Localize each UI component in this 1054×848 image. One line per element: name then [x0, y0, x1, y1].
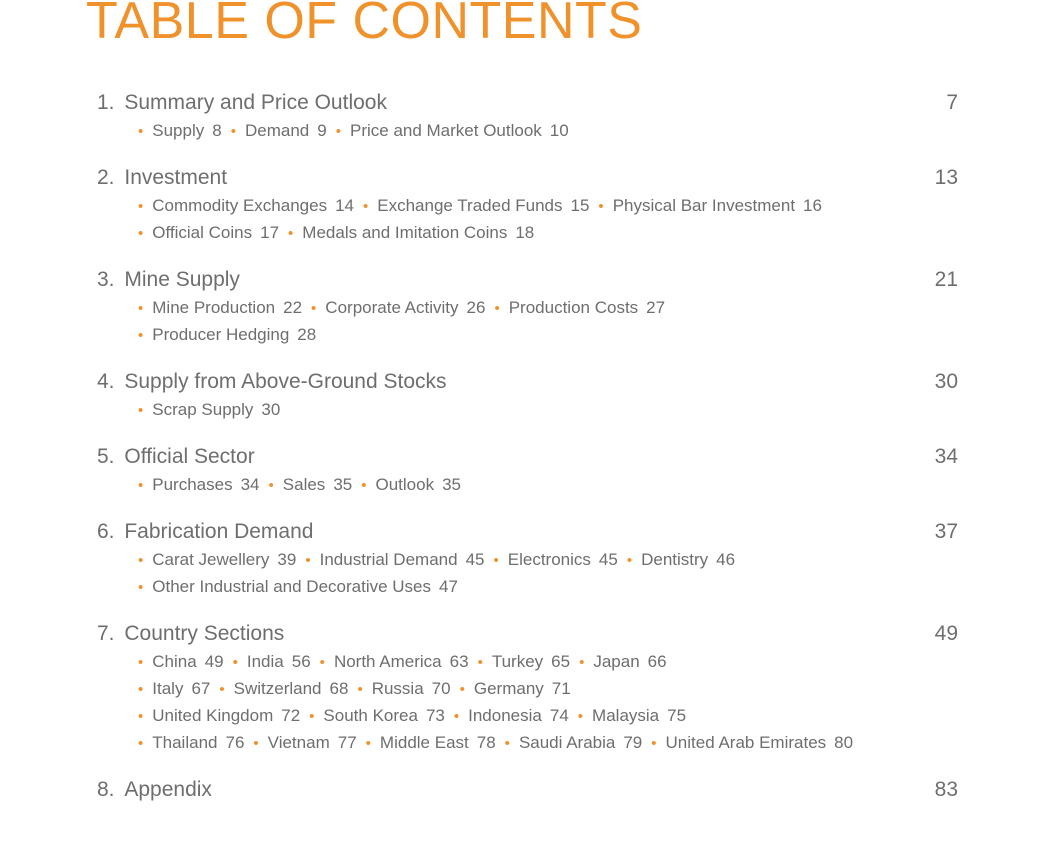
subsection-page-number: 73 [425, 706, 445, 725]
subsection-item[interactable] [506, 733, 653, 752]
subsection-item[interactable] [580, 652, 677, 671]
subsection-line [97, 192, 958, 219]
subsection-page-number: 80 [834, 733, 854, 752]
bullet-icon: • [138, 708, 144, 725]
subsection-label: Medals and Imitation Coins [302, 223, 508, 242]
subsection-line [97, 471, 958, 498]
section-heading[interactable] [97, 164, 958, 192]
subsection-item[interactable] [289, 223, 544, 242]
section-heading-text [97, 266, 240, 294]
bullet-icon: • [363, 198, 369, 215]
subsection-item[interactable] [310, 706, 455, 725]
bullet-icon: • [138, 579, 144, 596]
section-page-number: 37 [934, 520, 958, 543]
subsection-item[interactable] [479, 652, 581, 671]
subsection-page-number: 49 [204, 652, 224, 671]
subsection-line [97, 294, 958, 321]
bullet-icon: • [477, 654, 483, 671]
bullet-icon: • [361, 477, 367, 494]
section-heading-text [97, 518, 313, 546]
subsection-label: Middle East [379, 733, 469, 752]
subsection-label: Thailand [152, 733, 218, 752]
subsection-item[interactable] [139, 400, 290, 419]
section-number: 4. [97, 370, 115, 393]
subsection-label: Switzerland [233, 679, 322, 698]
toc-section [97, 89, 958, 144]
section-heading[interactable] [97, 89, 958, 117]
subsection-item[interactable] [139, 325, 326, 344]
subsection-page-number: 10 [549, 121, 569, 140]
bullet-icon: • [309, 708, 315, 725]
subsection-label: Industrial Demand [319, 550, 458, 569]
bullet-icon: • [365, 735, 371, 752]
subsection-line [97, 648, 958, 675]
subsection-label: Outlook [375, 475, 435, 494]
toc-section [97, 164, 958, 246]
subsection-item[interactable] [232, 121, 337, 140]
subsection-page-number: 72 [281, 706, 301, 725]
section-page-number: 13 [934, 166, 958, 189]
subsection-label: Sales [282, 475, 326, 494]
subsection-page-number: 74 [549, 706, 569, 725]
section-title: Mine Supply [124, 268, 240, 291]
subsection-label: Physical Bar Investment [612, 196, 796, 215]
subsection-line [97, 729, 958, 756]
section-heading-text [97, 776, 212, 804]
section-page-number: 34 [934, 445, 958, 468]
section-title: Summary and Price Outlook [124, 91, 387, 114]
subsection-item[interactable] [362, 475, 471, 494]
subsection-page-number: 9 [317, 121, 327, 140]
subsection-page-number: 68 [329, 679, 349, 698]
subsection-page-number: 78 [476, 733, 496, 752]
subsection-line [97, 675, 958, 702]
subsection-item[interactable] [270, 475, 363, 494]
subsection-label: Vietnam [267, 733, 330, 752]
subsection-label: Producer Hedging [152, 325, 290, 344]
subsection-page-number: 45 [465, 550, 485, 569]
subsection-page-number: 47 [439, 577, 458, 596]
bullet-icon: • [579, 654, 585, 671]
bullet-icon: • [319, 654, 325, 671]
subsection-page-number: 34 [240, 475, 260, 494]
bullet-icon: • [598, 198, 604, 215]
subsection-label: Other Industrial and Decorative Uses [152, 577, 432, 596]
subsection-page-number: 8 [212, 121, 222, 140]
subsection-item[interactable] [306, 550, 494, 569]
subsection-item[interactable] [254, 733, 366, 752]
toc-section [97, 368, 958, 423]
bullet-icon: • [577, 708, 584, 725]
section-number: 2. [97, 166, 115, 189]
subsection-page-number: 30 [261, 400, 281, 419]
subsection-line [97, 702, 958, 729]
subsection-label: Turkey [491, 652, 544, 671]
subsection-item[interactable] [234, 652, 321, 671]
subsection-label: Malaysia [592, 706, 660, 725]
section-title: Fabrication Demand [124, 520, 314, 543]
subsection-label: China [152, 652, 197, 671]
bullet-icon: • [232, 654, 238, 671]
subsection-item[interactable] [358, 679, 460, 698]
toc-section [97, 266, 958, 348]
section-title: Country Sections [124, 622, 285, 645]
subsection-item[interactable] [652, 733, 863, 752]
subsection-item[interactable] [139, 298, 312, 317]
subsection-item[interactable] [579, 706, 696, 725]
bullet-icon: • [138, 198, 144, 215]
bullet-icon: • [453, 708, 460, 725]
subsection-item[interactable] [139, 679, 220, 698]
subsection-page-number: 35 [333, 475, 353, 494]
toc-section [97, 443, 958, 498]
bullet-icon: • [288, 225, 294, 242]
section-page-number: 49 [934, 622, 958, 645]
subsection-page-number: 65 [551, 652, 571, 671]
bullet-icon: • [459, 681, 465, 698]
bullet-icon: • [311, 300, 317, 317]
section-heading-text [97, 164, 227, 192]
subsection-item[interactable] [455, 706, 579, 725]
subsection-label: Italy [152, 679, 184, 698]
subsection-page-number: 17 [260, 223, 280, 242]
subsection-page-number: 45 [598, 550, 618, 569]
subsection-item[interactable] [220, 679, 358, 698]
subsection-label: Electronics [507, 550, 591, 569]
section-number: 5. [97, 445, 115, 468]
subsection-label: Price and Market Outlook [349, 121, 542, 140]
subsection-page-number: 46 [716, 550, 736, 569]
bullet-icon: • [138, 327, 144, 344]
subsection-label: Indonesia [468, 706, 542, 725]
bullet-icon: • [138, 123, 144, 140]
subsection-line [97, 546, 958, 573]
section-title: Appendix [124, 778, 212, 801]
subsection-line [97, 321, 958, 348]
toc-section [97, 518, 958, 600]
bullet-icon: • [138, 225, 144, 242]
subsection-line [97, 219, 958, 246]
bullet-icon: • [138, 735, 144, 752]
subsection-item[interactable] [139, 121, 232, 140]
subsection-label: Mine Production [152, 298, 276, 317]
bullet-icon: • [357, 681, 363, 698]
section-page-number: 7 [946, 91, 958, 114]
subsection-page-number: 79 [623, 733, 643, 752]
subsection-label: South Korea [323, 706, 418, 725]
subsection-page-number: 28 [297, 325, 317, 344]
section-title: Official Sector [124, 445, 255, 468]
subsection-label: Supply [152, 121, 205, 140]
subsection-label: United Kingdom [152, 706, 274, 725]
section-title: Investment [124, 166, 228, 189]
bullet-icon: • [651, 735, 657, 752]
section-heading-text [97, 620, 284, 648]
subsection-label: North America [333, 652, 442, 671]
subsection-label: United Arab Emirates [665, 733, 827, 752]
bullet-icon: • [335, 123, 341, 140]
bullet-icon: • [626, 552, 633, 569]
page-title: TABLE OF CONTENTS [86, 0, 643, 50]
section-heading-text [97, 443, 255, 471]
subsection-item[interactable] [364, 196, 599, 215]
bullet-icon: • [268, 477, 274, 494]
subsection-item[interactable] [139, 706, 310, 725]
section-number: 3. [97, 268, 115, 291]
table-of-contents [97, 89, 958, 804]
subsection-page-number: 77 [337, 733, 357, 752]
subsection-label: Dentistry [641, 550, 709, 569]
bullet-icon: • [138, 654, 144, 671]
bullet-icon: • [138, 681, 144, 698]
section-number: 8. [97, 778, 115, 801]
section-number: 7. [97, 622, 115, 645]
subsection-label: Production Costs [508, 298, 639, 317]
section-heading[interactable] [97, 368, 958, 396]
subsection-page-number: 35 [442, 475, 462, 494]
subsection-label: Germany [473, 679, 544, 698]
section-heading[interactable] [97, 518, 958, 546]
subsection-page-number: 39 [277, 550, 297, 569]
subsection-page-number: 71 [551, 679, 571, 698]
subsection-page-number: 70 [431, 679, 451, 698]
section-number: 1. [97, 91, 115, 114]
subsection-label: Carat Jewellery [152, 550, 270, 569]
subsection-page-number: 75 [667, 706, 687, 725]
bullet-icon: • [138, 477, 144, 494]
subsection-label: Saudi Arabia [518, 733, 616, 752]
subsection-page-number: 67 [191, 679, 211, 698]
subsection-label: Exchange Traded Funds [377, 196, 563, 215]
toc-section [97, 776, 958, 804]
subsection-line [97, 573, 958, 600]
subsection-item[interactable] [628, 550, 745, 569]
bullet-icon: • [253, 735, 259, 752]
subsection-label: Japan [593, 652, 640, 671]
section-heading[interactable] [97, 266, 958, 294]
subsection-label: India [246, 652, 284, 671]
subsection-label: Corporate Activity [325, 298, 459, 317]
subsection-item[interactable] [139, 550, 306, 569]
section-page-number: 21 [934, 268, 958, 291]
subsection-label: Scrap Supply [152, 400, 254, 419]
subsection-item[interactable] [139, 196, 364, 215]
bullet-icon: • [493, 552, 499, 569]
subsection-page-number: 22 [283, 298, 303, 317]
subsection-line [97, 396, 958, 423]
section-page-number: 83 [934, 778, 958, 801]
subsection-page-number: 14 [335, 196, 354, 215]
section-heading[interactable] [97, 443, 958, 471]
subsection-item[interactable] [139, 223, 289, 242]
bullet-icon: • [305, 552, 311, 569]
subsection-item[interactable] [321, 652, 479, 671]
section-heading-text [97, 368, 447, 396]
subsection-page-number: 76 [225, 733, 245, 752]
subsection-page-number: 56 [291, 652, 311, 671]
bullet-icon: • [138, 402, 144, 419]
toc-section [97, 620, 958, 756]
subsection-item[interactable] [337, 121, 579, 140]
subsection-label: Purchases [152, 475, 233, 494]
section-heading-text [97, 89, 387, 117]
section-number: 6. [97, 520, 115, 543]
subsection-label: Russia [371, 679, 424, 698]
subsection-label: Commodity Exchanges [152, 196, 328, 215]
subsection-page-number: 16 [803, 196, 822, 215]
subsection-item[interactable] [367, 733, 506, 752]
subsection-item[interactable] [599, 196, 832, 215]
subsection-label: Demand [244, 121, 310, 140]
subsection-item[interactable] [495, 550, 628, 569]
section-heading[interactable] [97, 620, 958, 648]
subsection-label: Official Coins [152, 223, 253, 242]
subsection-page-number: 27 [646, 298, 666, 317]
subsection-item[interactable] [495, 298, 675, 317]
bullet-icon: • [138, 300, 144, 317]
bullet-icon: • [138, 552, 144, 569]
subsection-page-number: 15 [570, 196, 590, 215]
section-heading[interactable] [97, 776, 958, 804]
bullet-icon: • [504, 735, 510, 752]
bullet-icon: • [494, 300, 500, 317]
bullet-icon: • [230, 123, 236, 140]
subsection-item[interactable] [139, 733, 254, 752]
subsection-page-number: 66 [647, 652, 667, 671]
bullet-icon: • [219, 681, 225, 698]
subsection-page-number: 18 [515, 223, 535, 242]
section-title: Supply from Above-Ground Stocks [124, 370, 447, 393]
subsection-line [97, 117, 958, 144]
subsection-item[interactable] [461, 679, 581, 698]
subsection-item[interactable] [139, 652, 234, 671]
section-page-number: 30 [934, 370, 958, 393]
subsection-item[interactable] [139, 475, 270, 494]
subsection-item[interactable] [139, 577, 468, 596]
subsection-item[interactable] [312, 298, 495, 317]
subsection-page-number: 26 [466, 298, 486, 317]
subsection-page-number: 63 [449, 652, 469, 671]
